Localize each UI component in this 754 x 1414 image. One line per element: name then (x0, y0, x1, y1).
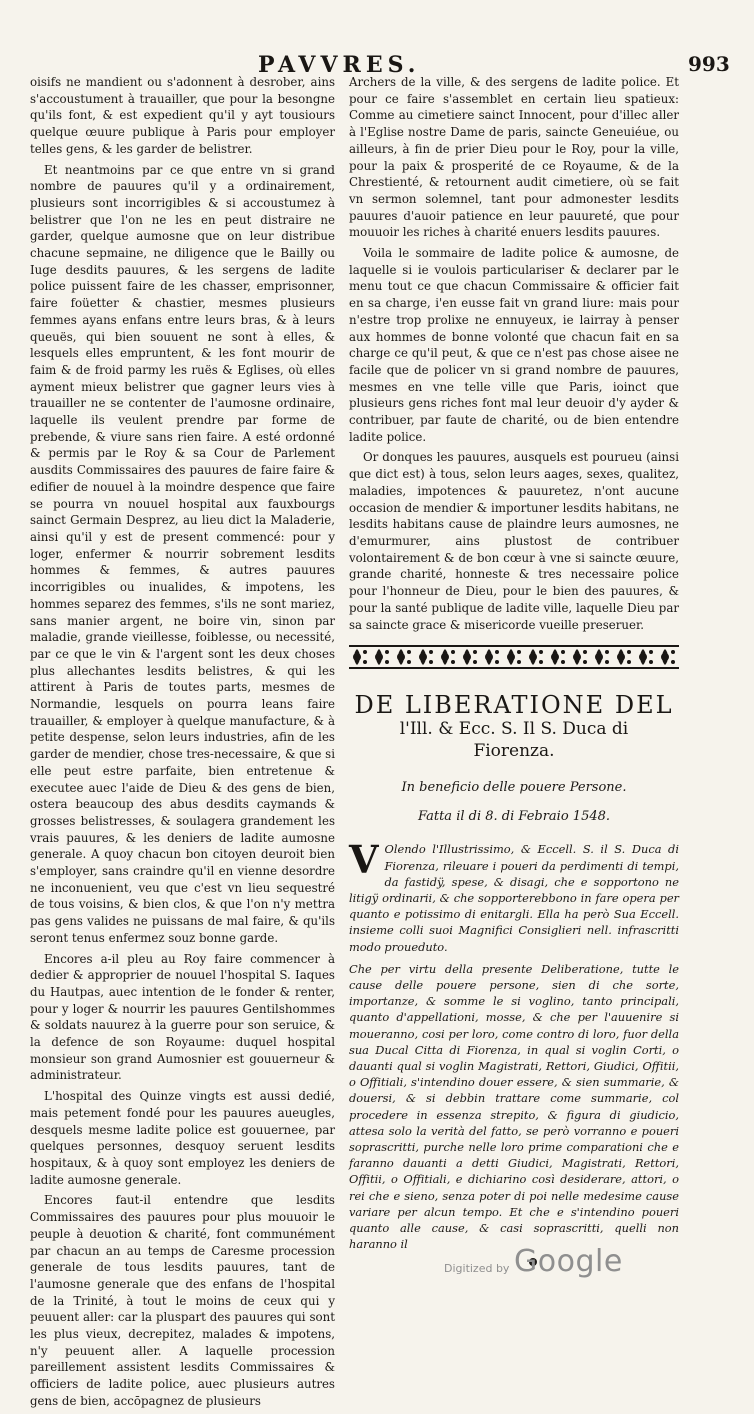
digitized-by-label: Digitized by (444, 1262, 510, 1275)
left-paragraph-4: L'hospital des Quinze vingts est aussi dedié, mais petement fondé pour les pauures aueugles, desquels mesme ladite police est gouuernee, par quelques personnes, desquoy seruent lesdits hospitaux, & à quoy sont employez les deniers de ladite aumosne generale. (30, 1089, 335, 1187)
left-column (30, 74, 335, 1414)
decree-beneficio-line: In beneficio delle pouere Persone. (401, 779, 627, 795)
decree-subtitle-line-2: Fiorenza. (473, 740, 555, 761)
decree-title: DE LIBERATIONE DEL (354, 690, 674, 719)
right-paragraph-2: Voila le sommaire de ladite police & aumosne, de laquelle si ie voulois particulariser & declarer par le menu tout ce que chacun Commissaire & officier fait en sa charge, i'en eusse fait vn grand liure: mais pour n'estre trop prolixe ne ennuyeux, ie lairray à penser aux hommes de bonne volonté que chacun fait en sa charge ce qu'il peut, & que ce n'est pas chose aisee ne facile que de policer vn si grand nombre de pauures, mesmes en vne telle ville que Paris, ioinct que plusieurs gens riches font mal leur deuoir d'y ayder & contribuer, par faute de charité, ou de bien entendre ladite police. (349, 246, 679, 444)
right-paragraph-3: Or donques les pauures, ausquels est pourueu (ainsi que dict est) à tous, selon leurs aages, sexes, qualitez, maladies, impotences & pauuretez, n'ont aucune occasion de mendier & importuner lesdits habitans, ne lesdits habitans cause de plaindre leurs aumosnes, ne d'emurmurer, ains plustost de contribuer volontairement & de bon cœur à vne si saincte œuure, grande charité, honneste & tres necessaire police pour l'honneur de Dieu, pour le bien des pauures, & pour la santé publique de ladite ville, laquelle Dieu par sa saincte grace & misericorde vueille preseruer. (349, 450, 679, 632)
decree-paragraph-1 (349, 837, 679, 954)
page-number: 993 (688, 52, 730, 76)
fleuron-band-icon (349, 643, 679, 671)
left-paragraph-1: oisifs ne mandient ou s'adonnent à desrober, ains s'accoustument à trauailler, que pour la besongne qu'ils font, & est expedient qu'il y ayt tousiours quelque œuure publique à Paris pour employer telles gens, & les garder de belistrer. (30, 75, 335, 156)
google-watermark (440, 1244, 700, 1284)
decree-subtitle (349, 718, 679, 762)
google-logo-text: Google (514, 1244, 623, 1279)
running-title: PAVVRES. (258, 52, 421, 78)
left-paragraph-2: Et neantmoins par ce que entre vn si grand nombre de pauures qu'il y a ordinairement, plusieurs sont incorrigibles & si accoustumez à belistrer que l'on ne les en peut distraire ne garder, quelque aumosne que on leur distribue chacune sepmaine, ne diligence que le Bailly ou Iuge desdits pauures, & les sergens de ladite police puissent faire de les chasser, emprisonner, faire foüetter & chastier, mesmes plusieurs femmes ayans enfans entre leurs bras, & à leurs queuës, qui bien souuent ne sont à elles, & lesquels elles empruntent, & les font mourir de faim & de froid parmy les ruës & Eglises, où elles ayment mieux belistrer que gagner leurs vies à trauailler ne se contenter de l'aumosne ordinaire, laquelle ils veulent prendre par forme de prebende, & viure sans rien faire. A esté ordonné & permis par le Roy & sa Cour de Parlement ausdits Commissaires des pauures de faire faire & edifier de nouuel à la moindre despence que faire se pourra vn nouuel hospital aux fauxbourgs sainct Germain Desprez, au lieu dict la Maladerie, ainsi qu'il y est de present commencé: pour y loger, enfermer & nourrir sobrement lesdits hommes & femmes, & autres pauures incorrigibles ou inualides, & impotens, les hommes separez des femmes, s'ils ne sont mariez, sans manier argent, ne boire vin, sinon par maladie, grande vieillesse, foiblesse, ou necessité, par ce que le vin & l'argent sont les deux choses plus allechantes lesdits belistres, & qui les attirent à Paris de toutes parts, mesmes de Normandie, lesquels on pourra leans faire trauailler, & employer à quelque manufacture, & à petite despense, selon leurs industries, afin de les garder de mendier, chose tres-necessaire, & que si elle peut estre parfaite, bien entretenue & executee auec l'aide de Dieu & des gens de bien, ostera beaucoup des abus desdits caymands & grosses belistresses, & soulagera grandement les vrais pauures, & les deniers de ladite aumosne generale. A quoy chacun bon citoyen deuroit bien s'employer, sans craindre qu'il en vienne desordre ne inconuenient, veu que c'est vn lieu sequestré de tous voisins, & bien clos, & que l'on n'y mettra pas gens valides ne puissans de mal faire, & qu'ils seront tenus enfermez souz bonne garde. (30, 162, 335, 945)
decree-subtitle-line-1: l'Ill. & Ecc. S. Il S. Duca di (399, 718, 629, 739)
decree-paragraph-1-text: Olendo l'Illustrissimo, & Eccell. S. il S. Duca di Fiorenza, rileuare i poueri da perdimenti di tempi, da fastidÿ, spese, & disagi, che e sopportono ne litigÿ ordinarii, & che sopporterebbono in fare opera per quanto e potissimo di enitargli. Ella ha però Sua Eccell. insieme colli suoi Magnifici Consiglieri nell. infrascritti modo proueduto. (349, 842, 679, 954)
left-paragraph-5: Encores faut-il entendre que lesdits Commissaires des pauures pour plus mouuoir le peuple à deuotion & charité, font communément par chacun an au temps de Caresme procession generale de tous lesdits pauures, tant de l'aumosne generale que des enfans de l'hospital de la Trinité, à tout le moins de ceux qui y peuuent aller: car la pluspart des pauures qui sont les plus vieux, decrepitez, malades & impotens, n'y peuuent aller. A laquelle procession pareillement assistent lesdits Commissaires & officiers de ladite police, auec plusieurs autres gens de bien, accōpagnez de plusieurs (30, 1193, 335, 1408)
decree-paragraph-2: Che per virtu della presente Deliberatione, tutte le cause delle pouere persone, sien di che sorte, importanze, & somme le si voglino, tanto principali, quanto d'appellationi, mosse, & che per l'auuenire si moueranno, cosi per loro, come contro di loro, fuor della sua Ducal Citta di Fiorenza, in qual si voglin Corti, o dauanti qual si voglin Magistrati, Rettori, Giudici, Offitii, o Offitiali, s'intendino douer essere, & sien summarie, & douersi, & si debbin trattare come summarie, col procedere in essenza strepito, & figura di giudicio, attesa solo la verità del fatto, se però vorranno e poueri soprascritti, purche nelle loro prime comparationi che e faranno dauanti a detti Giudici, Magistrati, Rettori, Offitii, o Offitiali, e dichiarino così desiderare, attori, o rei che e sieno, senza poter di poi nelle medesime cause variare per alcun tempo. Et che e s'intendino poueri quanto alle cause, & casi soprascritti, quelli non haranno il (349, 961, 679, 1252)
drop-cap: V (349, 837, 379, 883)
right-column (349, 74, 679, 1266)
right-paragraph-1: Archers de la ville, & des sergens de ladite police. Et pour ce faire s'assemblet en certain lieu spatieux: Comme au cimetiere sainct Innocent, pour d'illec aller à l'Eglise nostre Dame de paris, saincte Geneuiéue, ou ailleurs, à fin de prier Dieu pour le Roy, pour la ville, pour la paix & prosperité de ce Royaume, & de la Chrestienté, & retournent audit cimetiere, où se fait vn sermon solemnel, tant pour admonester lesdits pauures d'auoir patience en leur pauureté, que pour mouuoir les riches à charité enuers lesdits pauures. (349, 75, 679, 240)
decree-date: Fatta il di 8. di Febraio 1548. (417, 808, 611, 824)
left-paragraph-3: Encores a-il pleu au Roy faire commencer à dedier & approprier de nouuel l'hospital S. Iaques du Hautpas, auec intention de le fonder & renter, pour y loger & nourrir les pauures Gentilshommes & soldats nauurez à la guerre pour son seruice, & la defence de son Royaume: duquel hospital monsieur son grand Aumosnier est gouuerneur & administrateur. (30, 951, 335, 1083)
